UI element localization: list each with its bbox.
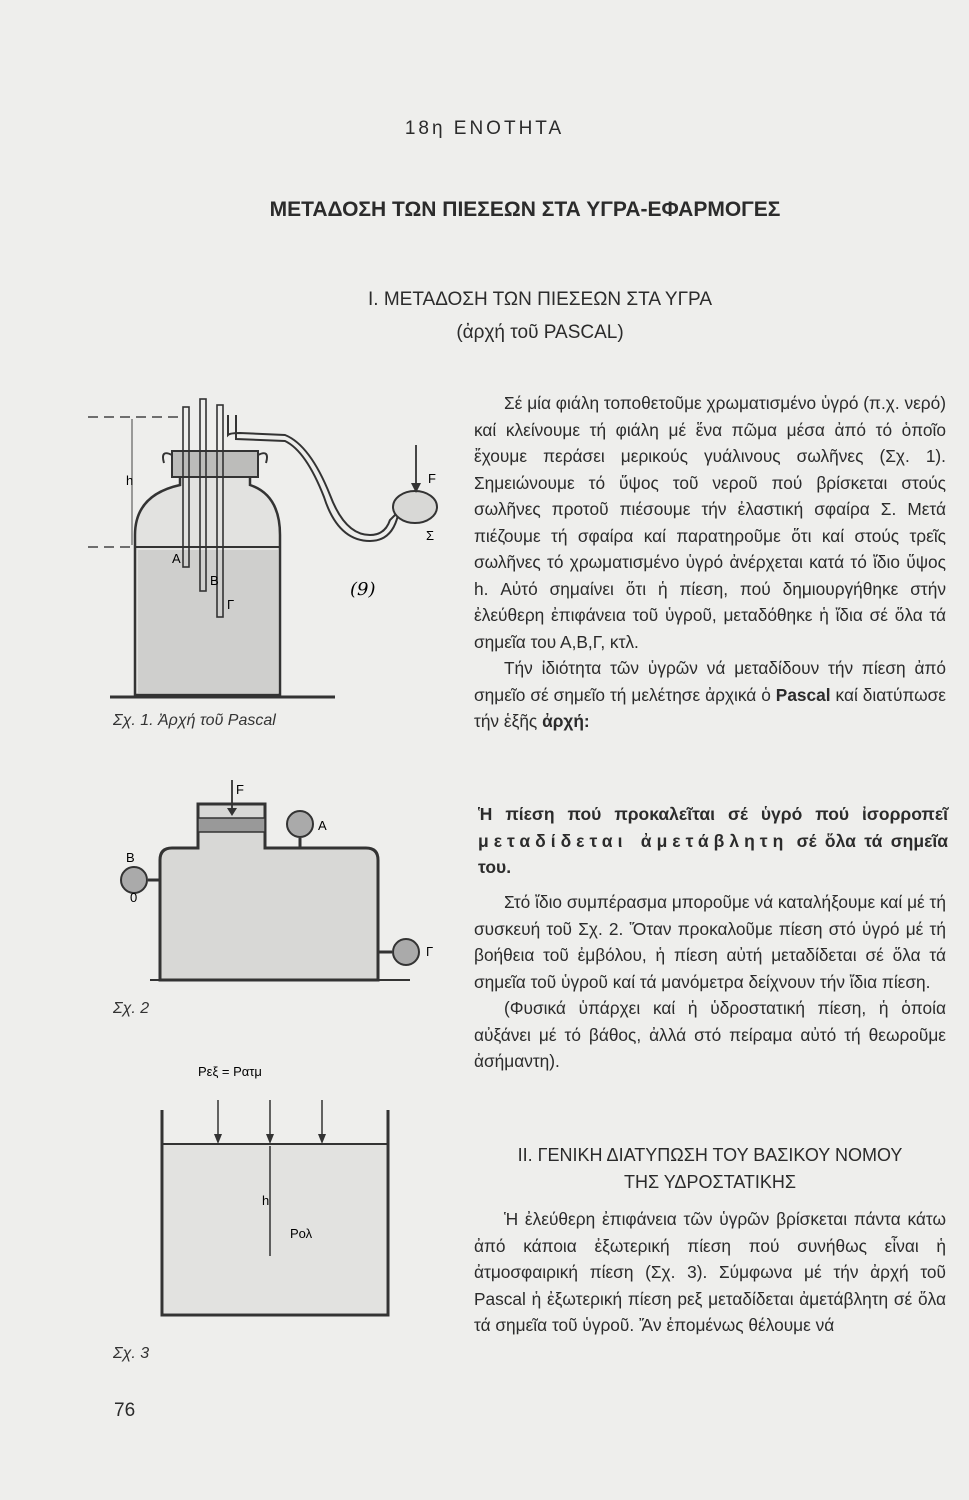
section1-body-cont: [474, 889, 946, 1075]
figure-1-caption: Σχ. 1. Ἀρχή τοῦ Pascal: [113, 712, 276, 729]
section1-subtitle: (ἀρχή τοῦ PASCAL): [456, 322, 624, 343]
fig2-label-o: 0: [130, 890, 138, 905]
fig3-label-pol: Pολ: [290, 1226, 313, 1241]
section-label: 18η ΕΝΟΤΗΤΑ: [404, 118, 565, 139]
principle-word: ἀρχή:: [542, 711, 590, 731]
paragraph-note: (Φυσικά ὑπάρχει καί ἡ ὑδροστατική πίεση, ἡ ὁποία αὐξάνει μέ τό βάθος, ἀλλά στό πείραμα αὐτό τή θεωροῦμε ἀσήμαντη).: [474, 998, 946, 1071]
fig2-label-g: Γ: [426, 944, 434, 959]
fig1-label-h: h: [126, 473, 134, 488]
section2-heading: [474, 1142, 946, 1196]
figure-2-caption: Σχ. 2: [113, 1000, 150, 1017]
figure-1-diagram: [80, 385, 470, 745]
fig1-label-g: Γ: [227, 597, 235, 612]
figure-3-diagram: [150, 1060, 410, 1325]
section1-title: Ι. ΜΕΤΑΔΟΣΗ ΤΩΝ ΠΙΕΣΕΩΝ ΣΤΑ ΥΓΡΑ: [367, 289, 712, 310]
fig1-handwritten-note: (9): [350, 579, 376, 600]
chapter-title: ΜΕΤΑΔΟΣΗ ΤΩΝ ΠΙΕΣΕΩΝ ΣΤΑ ΥΓΡΑ-ΕΦΑΡΜΟΓΕΣ: [269, 198, 781, 221]
rule-part-b: μεταδίδεται ἀμετάβλητη: [478, 830, 789, 851]
p2-mid: καί διατύπωσε τήν ἑξῆς: [474, 684, 947, 731]
p2-start: Τήν ἰδιότητα τῶν ὑγρῶν νά μεταδίδουν τήν πίεση ἀπό σημεῖο σέ σημεῖο τή μελέτησε ἀρχικά ὁ: [474, 658, 946, 705]
fig3-label-pressure: Pεξ = Pατμ: [198, 1064, 262, 1079]
fig2-label-a: Α: [318, 818, 327, 833]
figure-2-diagram: [110, 780, 450, 1000]
section1-heading: [330, 283, 750, 349]
fig1-label-b: Β: [210, 573, 219, 588]
fig2-label-f: F: [236, 782, 244, 797]
rule-part-a: Ἡ πίεση πού προκαλεῖται σέ ὑγρό πού ἰσορροπεῖ: [478, 804, 948, 824]
fig3-label-h: h: [262, 1193, 270, 1208]
paragraph-pascal: [474, 655, 946, 735]
page-number: 76: [114, 1400, 136, 1421]
fig1-label-a: Α: [172, 551, 181, 566]
paragraph-device: Στό ἴδιο συμπέρασμα μποροῦμε νά καταλήξουμε καί μέ τή συσκευή τοῦ Σχ. 2. Ὅταν προκαλοῦμε πίεση στό ὑγρό μέ τή βοήθεια τοῦ ἐμβόλου, ἡ πίεση αὐτή μεταδίδεται σέ ὅλα τά σημεῖα τοῦ ὑγροῦ καί τά μανόμετρα δείχνουν τήν ἴδια πίεση.: [474, 892, 946, 992]
pascal-name: Pascal: [775, 684, 831, 705]
paragraph-hydrostatic: Ἡ ἐλεύθερη ἐπιφάνεια τῶν ὑγρῶν βρίσκεται πάντα κάτω ἀπό κάποια ἐξωτερική πίεση πού συνήθως εἶναι ἡ ἀτμοσφαιρική πίεση (Σχ. 3). Σύμφωνα μέ τήν ἀρχή τοῦ Pascal ἡ ἐξωτερική πίεση pεξ μεταδίδεται ἀμετάβλητη σέ ὅλα τά σημεῖα τοῦ ὑγροῦ. Ἄν ἑπομένως θέλουμε νά: [474, 1209, 946, 1335]
rule-part-c: σέ ὅλα τά σημεῖα του.: [478, 830, 948, 877]
section2-title-line2: ΤΗΣ ΥΔΡΟΣΤΑΤΙΚΗΣ: [623, 1172, 797, 1192]
section2-body: [474, 1206, 946, 1339]
fig1-label-sigma: Σ: [426, 528, 435, 543]
fig1-label-f: F: [428, 471, 436, 486]
section1-body: [474, 390, 946, 735]
figure-3-caption: Σχ. 3: [113, 1345, 150, 1362]
paragraph-intro: Σέ μία φιάλη τοποθετοῦμε χρωματισμένο ὑγρό (π.χ. νερό) καί κλείνουμε τή φιάλη μέ ἕνα πῶμα μέσα ἀπό τό ὁποῖο ἔχουμε περάσει μερικούς γυάλινους σωλῆνες (Σχ. 1). Σημειώνουμε τό ὕψος τοῦ νεροῦ πού βρίσκεται στούς σωλῆνες προτοῦ πιέσουμε τήν ἐλαστική σφαίρα Σ. Μετά πιέζουμε τή σφαίρα καί παρατηροῦμε ὅτι καί στούς τρεῖς σωλῆνες τό χρωματισμένο ὑγρό ἀνέρχεται κατά τό ἴδιο ὕψος h. Αὐτό σημαίνει ὅτι ἡ πίεση, πού δημιουργήθηκε στήν ἐλεύθερη ἐπιφάνεια τοῦ ὑγροῦ, μεταδόθηκε ἡ ἴδια σέ ὅλα τά σημεῖα του Α,Β,Γ, κτλ.: [474, 393, 946, 652]
fig2-label-b: Β: [126, 850, 135, 865]
pascal-principle: [478, 801, 948, 881]
section2-title-line1: ΙΙ. ΓΕΝΙΚΗ ΔΙΑΤΥΠΩΣΗ ΤΟΥ ΒΑΣΙΚΟΥ ΝΟΜΟΥ: [517, 1145, 903, 1165]
